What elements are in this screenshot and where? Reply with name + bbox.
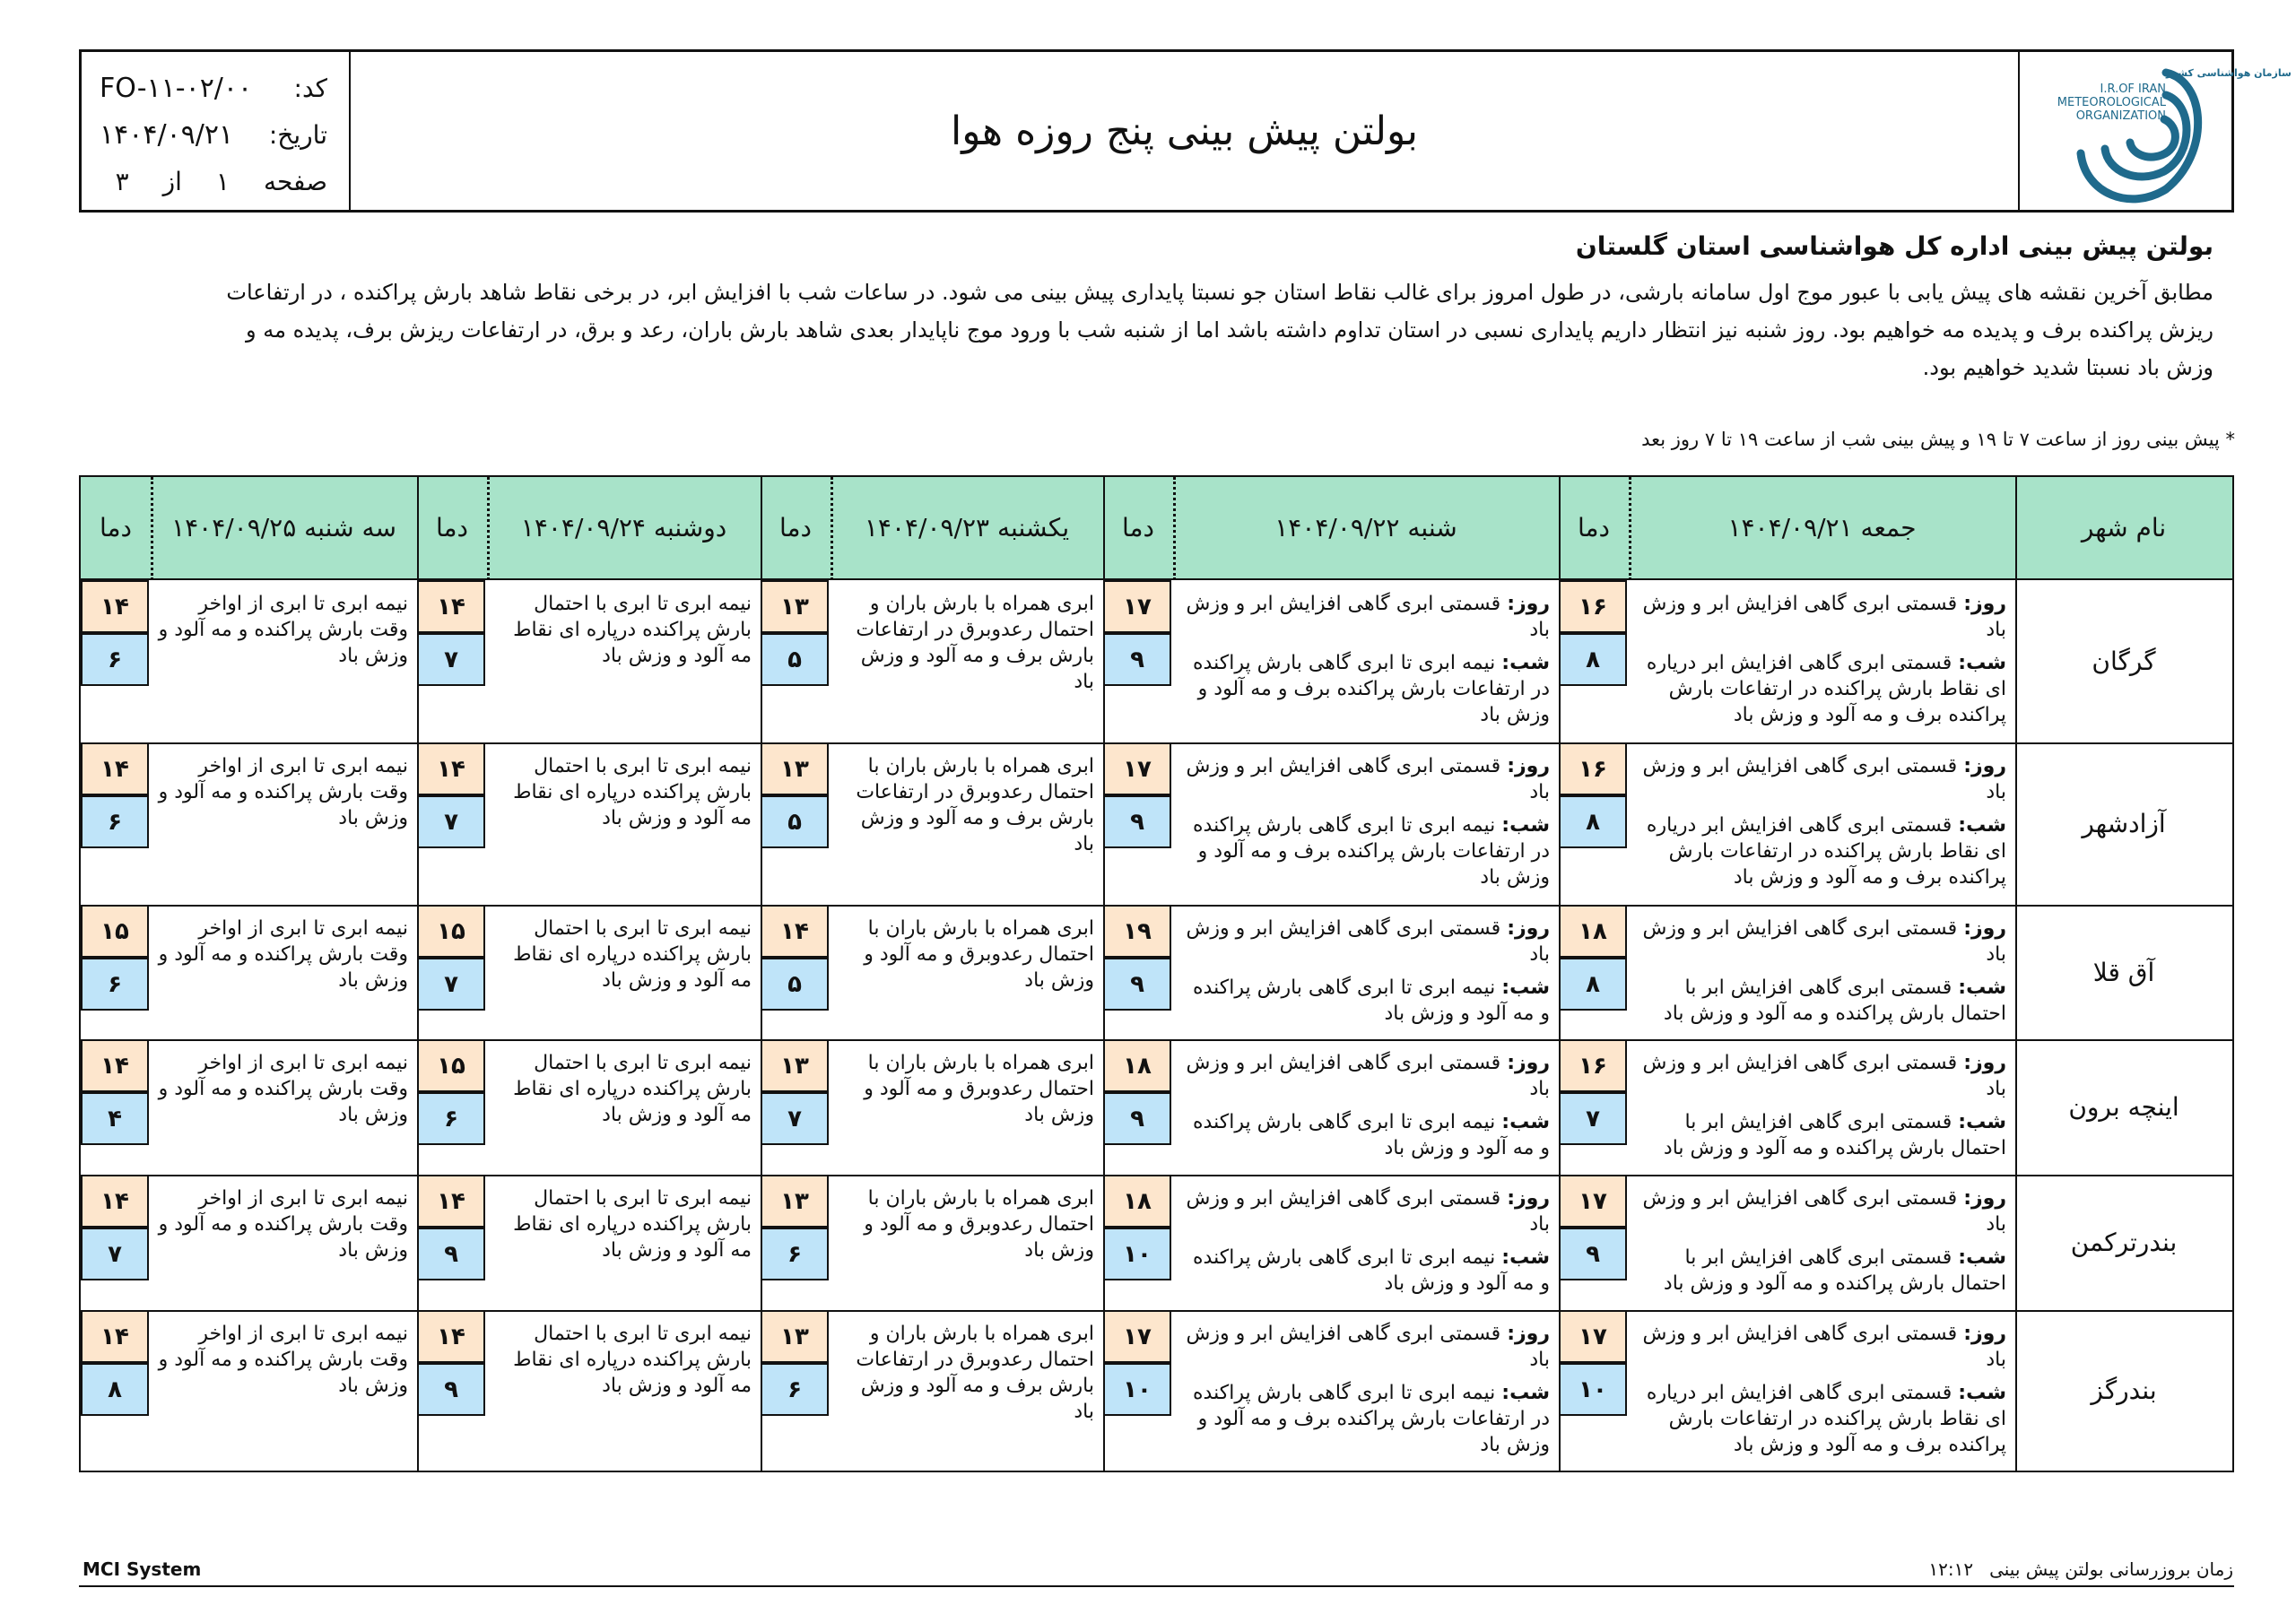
night-forecast-text: قسمتی ابری گاهی افزایش ابر با احتمال بارش پراکنده و مه آلود و وزش باد	[1663, 976, 2006, 1025]
city-name: اینچه برون	[2068, 1092, 2179, 1122]
night-forecast-text: قسمتی ابری گاهی افزایش ابر دریاره ای نقاط بارش پراکنده در ارتفاعات بارش پراکنده برف و مه آلود و وزش باد	[1646, 814, 2006, 889]
night-forecast-text: نیمه ابری تا ابری گاهی بارش پراکنده در ارتفاعات بارش پراکنده برف و مه آلود و وزش باد	[1193, 814, 1550, 889]
night-label: شب:	[1501, 814, 1550, 837]
min-temp: ۵	[761, 795, 829, 848]
night-forecast	[1178, 650, 1550, 728]
system-name: MCI System	[83, 1558, 202, 1580]
bulletin-header	[79, 49, 2292, 213]
header-dotted-divider	[831, 477, 833, 580]
max-temp: ۱۳	[761, 1310, 829, 1363]
day-forecast-text: قسمتی ابری گاهی افزایش ابر و وزش باد	[1186, 1187, 1550, 1236]
day-forecast	[1178, 1185, 1550, 1237]
page-number: ۱	[215, 166, 230, 196]
night-label: شب:	[1501, 1111, 1550, 1133]
forecast-text: ابری همراه با بارش باران با احتمال رعدوبرق و مه آلود و وزش باد	[864, 1052, 1094, 1126]
day-forecast	[1634, 753, 2006, 805]
max-temp: ۱۴	[417, 742, 485, 795]
night-forecast-text: نیمه ابری تا ابری گاهی بارش پراکنده در ارتفاعات بارش پراکنده برف و مه آلود و وزش باد	[1193, 652, 1550, 726]
forecast-text: نیمه ابری تا ابری با احتمال بارش پراکنده درپاره ای نقاط مه آلود و وزش باد	[513, 1187, 752, 1262]
update-info	[1928, 1558, 2233, 1580]
city-name: آق قلا	[2092, 957, 2155, 987]
min-temp: ۱۰	[1103, 1228, 1171, 1280]
day-forecast-text: قسمتی ابری گاهی افزایش ابر و وزش باد	[1186, 1323, 1550, 1371]
date-label: تاریخ:	[268, 119, 327, 150]
header-dotted-divider	[487, 477, 490, 580]
intro-paragraph	[97, 273, 2213, 386]
day-forecast	[1178, 1050, 1550, 1102]
night-forecast	[1178, 1109, 1550, 1161]
night-forecast-text: نیمه ابری تا ابری گاهی بارش پراکنده در ارتفاعات بارش پراکنده برف و مه آلود و وزش باد	[1193, 1382, 1550, 1456]
forecast-description	[836, 916, 1094, 994]
day-label: روز:	[1963, 917, 2006, 940]
forecast-description	[1178, 753, 1550, 890]
forecast-text: نیمه ابری تا ابری با احتمال بارش پراکنده درپاره ای نقاط مه آلود و وزش باد	[513, 1052, 752, 1126]
forecast-description	[156, 1050, 408, 1128]
forecast-description	[156, 1185, 408, 1263]
city-name: بندرگز	[2091, 1376, 2157, 1405]
forecast-text: نیمه ابری تا ابری از اواخر وقت بارش پراکنده و مه آلود و وزش باد	[158, 755, 408, 829]
min-temp: ۸	[1559, 633, 1627, 686]
day-forecast-text: قسمتی ابری گاهی افزایش ابر و وزش باد	[1642, 593, 2006, 641]
min-temp: ۵	[761, 958, 829, 1011]
day-label: روز:	[1507, 917, 1550, 940]
max-temp: ۱۴	[417, 1175, 485, 1228]
day-forecast-text: قسمتی ابری گاهی افزایش ابر و وزش باد	[1642, 1187, 2006, 1236]
min-temp: ۶	[81, 958, 149, 1011]
day-label: روز:	[1507, 1052, 1550, 1074]
night-forecast-text: قسمتی ابری گاهی افزایش ابر با احتمال بارش پراکنده و مه آلود و وزش باد	[1663, 1246, 2006, 1295]
forecast-description	[836, 1050, 1094, 1128]
day-forecast	[1178, 916, 1550, 968]
forecast-description	[1634, 916, 2006, 1027]
max-temp: ۱۴	[81, 1310, 149, 1363]
min-temp: ۸	[81, 1363, 149, 1416]
max-temp: ۱۸	[1103, 1039, 1171, 1092]
forecast-description	[492, 1321, 752, 1399]
day-forecast	[1634, 1050, 2006, 1102]
page-of: از	[162, 166, 182, 196]
forecast-text: نیمه ابری تا ابری از اواخر وقت بارش پراکنده و مه آلود و وزش باد	[158, 1187, 408, 1262]
logo-en-text-1: I.R.OF IRAN	[2100, 82, 2166, 96]
day-column-header: جمعه ۱۴۰۴/۰۹/۲۱	[1727, 513, 1917, 542]
forecast-description	[1634, 591, 2006, 728]
min-temp: ۶	[81, 633, 149, 686]
forecast-text: نیمه ابری تا ابری از اواخر وقت بارش پراکنده و مه آلود و وزش باد	[158, 917, 408, 992]
temp-column-header: دما	[100, 513, 132, 542]
day-forecast	[1634, 1321, 2006, 1373]
day-column-header: یکشنبه ۱۴۰۴/۰۹/۲۳	[864, 513, 1070, 542]
min-temp: ۶	[761, 1228, 829, 1280]
forecast-description	[492, 591, 752, 669]
night-label: شب:	[1958, 814, 2006, 837]
page-label: صفحه	[263, 166, 327, 196]
min-temp: ۹	[1103, 633, 1171, 686]
code-value: FO-۱۱-۰۲/۰۰	[100, 72, 253, 104]
forecast-description	[836, 591, 1094, 695]
date-value: ۱۴۰۴/۰۹/۲۱	[100, 118, 234, 151]
forecast-description	[156, 916, 408, 994]
min-temp: ۶	[81, 795, 149, 848]
max-temp: ۱۸	[1103, 1175, 1171, 1228]
forecast-text: ابری همراه با بارش باران با احتمال رعدوبرق و مه آلود و وزش باد	[864, 1187, 1094, 1262]
forecast-description	[1634, 1050, 2006, 1161]
min-temp: ۹	[1103, 958, 1171, 1011]
max-temp: ۱۴	[761, 905, 829, 958]
night-forecast	[1178, 1380, 1550, 1458]
forecast-hours-note: * پیش بینی روز از ساعت ۷ تا ۱۹ و پیش بینی شب از ساعت ۱۹ تا ۷ روز بعد	[1641, 429, 2235, 450]
day-forecast	[1178, 753, 1550, 805]
day-label: روز:	[1507, 755, 1550, 777]
forecast-description	[836, 1185, 1094, 1263]
day-forecast	[1634, 591, 2006, 643]
day-forecast	[1178, 591, 1550, 643]
forecast-text: ابری همراه با بارش باران با احتمال رعدوبرق در ارتفاعات بارش برف و مه آلود و وزش باد	[856, 755, 1094, 855]
max-temp: ۱۶	[1559, 1039, 1627, 1092]
forecast-description	[156, 591, 408, 669]
header-dotted-divider	[1629, 477, 1631, 580]
document-meta	[82, 52, 351, 210]
day-forecast-text: قسمتی ابری گاهی افزایش ابر و وزش باد	[1642, 917, 2006, 966]
day-label: روز:	[1963, 593, 2006, 615]
intro-line-2: ریزش پراکنده برف و پدیده مه خواهیم بود. روز شنبه نیز انتظار داریم پایداری نسبی در استان تداوم داشته باشد اما از شنبه شب با ورود موج ناپایدار بعدی شاهد بارش باران، رعد و برق، در ارتفاعات ریزش برف، پدیده مه و	[246, 317, 2213, 343]
min-temp: ۹	[1559, 1228, 1627, 1280]
max-temp: ۱۹	[1103, 905, 1171, 958]
min-temp: ۱۰	[1103, 1363, 1171, 1416]
temp-column-header: دما	[1578, 513, 1610, 542]
code-label: کد:	[293, 73, 327, 103]
night-forecast-text: قسمتی ابری گاهی افزایش ابر دریاره ای نقاط بارش پراکنده در ارتفاعات بارش پراکنده برف و مه آلود و وزش باد	[1646, 652, 2006, 726]
min-temp: ۶	[417, 1092, 485, 1145]
night-forecast	[1634, 1380, 2006, 1458]
intro-line-3: وزش باد نسبتا شدید خواهیم بود.	[1922, 355, 2213, 380]
forecast-description	[1178, 1185, 1550, 1297]
max-temp: ۱۷	[1559, 1310, 1627, 1363]
update-label: زمان بروزرسانی بولتن پیش بینی	[1989, 1558, 2233, 1580]
min-temp: ۱۰	[1559, 1363, 1627, 1416]
temp-column-header: دما	[436, 513, 468, 542]
forecast-description	[1178, 1321, 1550, 1458]
night-label: شب:	[1958, 1382, 2006, 1404]
night-label: شب:	[1501, 1246, 1550, 1269]
min-temp: ۴	[81, 1092, 149, 1145]
logo-en-text-3: ORGANIZATION	[2075, 109, 2166, 123]
max-temp: ۱۵	[81, 905, 149, 958]
min-temp: ۹	[417, 1228, 485, 1280]
forecast-text: نیمه ابری تا ابری از اواخر وقت بارش پراکنده و مه آلود و وزش باد	[158, 1323, 408, 1397]
min-temp: ۷	[417, 958, 485, 1011]
night-forecast-text: نیمه ابری تا ابری گاهی بارش پراکنده و مه آلود و وزش باد	[1193, 1111, 1550, 1159]
forecast-text: نیمه ابری تا ابری با احتمال بارش پراکنده درپاره ای نقاط مه آلود و وزش باد	[513, 593, 752, 667]
day-forecast-text: قسمتی ابری گاهی افزایش ابر و وزش باد	[1186, 755, 1550, 803]
night-forecast	[1634, 812, 2006, 890]
forecast-description	[836, 1321, 1094, 1425]
logo-fa-text: سازمان هواشناسی کشور	[2166, 67, 2292, 79]
forecast-description	[492, 1185, 752, 1263]
day-forecast-text: قسمتی ابری گاهی افزایش ابر و وزش باد	[1186, 917, 1550, 966]
day-column-header: شنبه ۱۴۰۴/۰۹/۲۲	[1274, 513, 1457, 542]
min-temp: ۷	[81, 1228, 149, 1280]
day-forecast-text: قسمتی ابری گاهی افزایش ابر و وزش باد	[1186, 593, 1550, 641]
day-label: روز:	[1963, 755, 2006, 777]
night-forecast-text: قسمتی ابری گاهی افزایش ابر دریاره ای نقاط بارش پراکنده در ارتفاعات بارش پراکنده برف و مه آلود و وزش باد	[1646, 1382, 2006, 1456]
city-column-header: نام شهر	[2081, 513, 2167, 542]
page-indicator	[116, 167, 327, 196]
day-forecast-text: قسمتی ابری گاهی افزایش ابر و وزش باد	[1642, 1052, 2006, 1100]
header-dotted-divider	[151, 477, 153, 580]
forecast-text: نیمه ابری تا ابری با احتمال بارش پراکنده درپاره ای نقاط مه آلود و وزش باد	[513, 917, 752, 992]
day-forecast-text: قسمتی ابری گاهی افزایش ابر و وزش باد	[1642, 1323, 2006, 1371]
forecast-description	[492, 753, 752, 831]
forecast-description	[156, 1321, 408, 1399]
night-forecast	[1634, 650, 2006, 728]
max-temp: ۱۴	[81, 1175, 149, 1228]
max-temp: ۱۴	[417, 1310, 485, 1363]
min-temp: ۹	[1103, 795, 1171, 848]
day-label: روز:	[1507, 593, 1550, 615]
forecast-table	[79, 475, 2234, 1472]
day-column-header: سه شنبه ۱۴۰۴/۰۹/۲۵	[171, 513, 396, 542]
forecast-description	[156, 753, 408, 831]
max-temp: ۱۶	[1559, 742, 1627, 795]
min-temp: ۷	[417, 795, 485, 848]
day-forecast-text: قسمتی ابری گاهی افزایش ابر و وزش باد	[1186, 1052, 1550, 1100]
update-time: ۱۲:۱۲	[1928, 1558, 1974, 1580]
forecast-text: نیمه ابری تا ابری از اواخر وقت بارش پراکنده و مه آلود و وزش باد	[158, 1052, 408, 1126]
min-temp: ۹	[417, 1363, 485, 1416]
night-label: شب:	[1501, 1382, 1550, 1404]
intro-section	[97, 231, 2213, 386]
temp-column-header: دما	[779, 513, 812, 542]
min-temp: ۹	[1103, 1092, 1171, 1145]
day-forecast	[1178, 1321, 1550, 1373]
day-column-header: دوشنبه ۱۴۰۴/۰۹/۲۴	[520, 513, 727, 542]
night-label: شب:	[1501, 976, 1550, 999]
night-forecast	[1634, 975, 2006, 1027]
max-temp: ۱۶	[1559, 580, 1627, 633]
forecast-description	[1178, 916, 1550, 1027]
max-temp: ۱۴	[81, 580, 149, 633]
night-forecast	[1178, 1245, 1550, 1297]
night-label: شب:	[1501, 652, 1550, 674]
forecast-description	[836, 753, 1094, 857]
max-temp: ۱۳	[761, 580, 829, 633]
temp-column-header: دما	[1122, 513, 1154, 542]
night-forecast-text: نیمه ابری تا ابری گاهی بارش پراکنده و مه آلود و وزش باد	[1193, 1246, 1550, 1295]
max-temp: ۱۸	[1559, 905, 1627, 958]
max-temp: ۱۷	[1559, 1175, 1627, 1228]
header-dotted-divider	[1173, 477, 1176, 580]
max-temp: ۱۷	[1103, 580, 1171, 633]
day-forecast	[1634, 1185, 2006, 1237]
forecast-text: ابری همراه با بارش باران و احتمال رعدوبرق در ارتفاعات بارش برف و مه آلود و وزش باد	[856, 1323, 1094, 1423]
forecast-text: نیمه ابری تا ابری با احتمال بارش پراکنده درپاره ای نقاط مه آلود و وزش باد	[513, 1323, 752, 1397]
forecast-text: ابری همراه با بارش باران و احتمال رعدوبرق در ارتفاعات بارش برف و مه آلود و وزش باد	[856, 593, 1094, 693]
day-forecast-text: قسمتی ابری گاهی افزایش ابر و وزش باد	[1642, 755, 2006, 803]
forecast-description	[492, 1050, 752, 1128]
city-name: آزادشهر	[2082, 809, 2166, 838]
min-temp: ۸	[1559, 795, 1627, 848]
max-temp: ۱۳	[761, 742, 829, 795]
meteorological-logo-icon	[2031, 55, 2292, 207]
min-temp: ۷	[761, 1092, 829, 1145]
day-label: روز:	[1507, 1187, 1550, 1210]
day-label: روز:	[1963, 1323, 2006, 1345]
max-temp: ۱۴	[417, 580, 485, 633]
night-forecast	[1634, 1245, 2006, 1297]
max-temp: ۱۷	[1103, 1310, 1171, 1363]
max-temp: ۱۳	[761, 1175, 829, 1228]
city-name: بندرترکمن	[2070, 1228, 2178, 1257]
night-forecast	[1178, 812, 1550, 890]
forecast-text: نیمه ابری تا ابری با احتمال بارش پراکنده درپاره ای نقاط مه آلود و وزش باد	[513, 755, 752, 829]
forecast-text: ابری همراه با بارش باران با احتمال رعدوبرق و مه آلود و وزش باد	[864, 917, 1094, 992]
night-label: شب:	[1958, 1246, 2006, 1269]
organization-logo	[2018, 52, 2292, 210]
night-forecast-text: نیمه ابری تا ابری گاهی بارش پراکنده و مه آلود و وزش باد	[1193, 976, 1550, 1025]
day-label: روز:	[1963, 1052, 2006, 1074]
night-label: شب:	[1958, 652, 2006, 674]
forecast-description	[1634, 1321, 2006, 1458]
day-forecast	[1634, 916, 2006, 968]
min-temp: ۷	[417, 633, 485, 686]
forecast-text: نیمه ابری تا ابری از اواخر وقت بارش پراکنده و مه آلود و وزش باد	[158, 593, 408, 667]
city-name: گرگان	[2092, 647, 2156, 676]
night-label: شب:	[1958, 1111, 2006, 1133]
night-forecast	[1634, 1109, 2006, 1161]
night-forecast	[1178, 975, 1550, 1027]
min-temp: ۵	[761, 633, 829, 686]
day-label: روز:	[1963, 1187, 2006, 1210]
max-temp: ۱۳	[761, 1039, 829, 1092]
forecast-description	[1178, 1050, 1550, 1161]
max-temp: ۱۷	[1103, 742, 1171, 795]
max-temp: ۱۴	[81, 742, 149, 795]
night-label: شب:	[1958, 976, 2006, 999]
max-temp: ۱۴	[81, 1039, 149, 1092]
max-temp: ۱۵	[417, 1039, 485, 1092]
forecast-description	[1634, 1185, 2006, 1297]
logo-en-text-2: METEOROLOGICAL	[2057, 96, 2166, 109]
day-label: روز:	[1507, 1323, 1550, 1345]
night-forecast-text: قسمتی ابری گاهی افزایش ابر با احتمال بارش پراکنده و مه آلود و وزش باد	[1663, 1111, 2006, 1159]
intro-line-1: مطابق آخرین نقشه های پیش یابی با عبور موج اول سامانه بارشی، در طول امروز برای غالب نقاط استان جو نسبتا پایداری پیش بینی می شود. در ساعات شب با افزایش ابر، در برخی نقاط شاهد بارش پراکنده ، در ارتفاعات	[226, 280, 2213, 305]
forecast-description	[1178, 591, 1550, 728]
page-total: ۳	[115, 166, 129, 196]
min-temp: ۶	[761, 1363, 829, 1416]
min-temp: ۷	[1559, 1092, 1627, 1145]
page-title: بولتن پیش بینی پنج روزه هوا	[950, 108, 1419, 154]
max-temp: ۱۵	[417, 905, 485, 958]
min-temp: ۸	[1559, 958, 1627, 1011]
footer-divider	[79, 1585, 2234, 1587]
forecast-description	[1634, 753, 2006, 890]
forecast-description	[492, 916, 752, 994]
intro-heading: بولتن پیش بینی اداره کل هواشناسی استان گلستان	[1575, 231, 2213, 261]
